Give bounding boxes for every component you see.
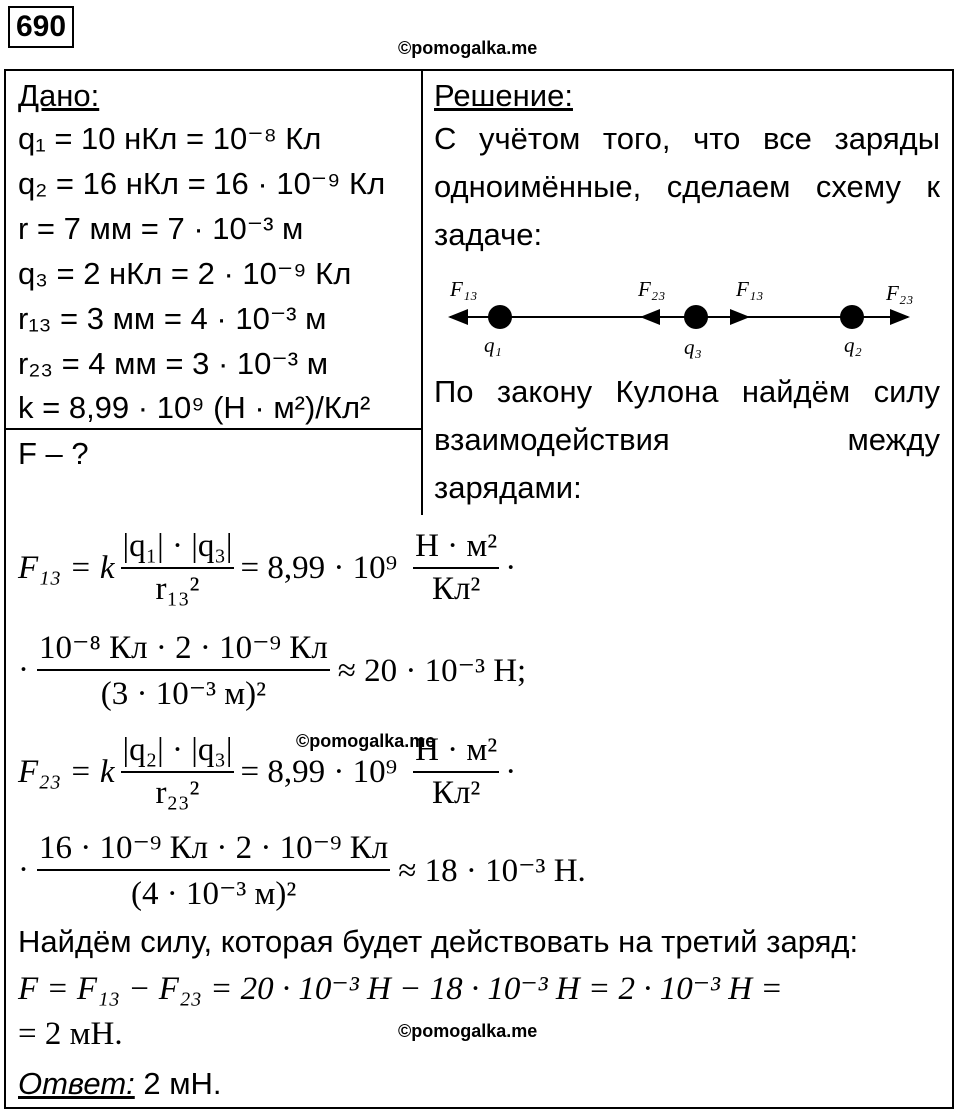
units-numerator: Н · м² <box>413 528 499 569</box>
formula-f13-calc <box>18 620 526 720</box>
frame-bottom-border <box>4 1107 954 1109</box>
q2-label: q₂ <box>844 333 862 357</box>
coulomb-line: По закону Кулона найдём силу <box>434 374 940 409</box>
find-label: F – ? <box>18 436 89 471</box>
f13-calc-numerator: 10⁻⁸ Кл · 2 · 10⁻⁹ Кл <box>37 627 330 671</box>
watermark-middle: ©pomogalka.me <box>296 731 436 751</box>
solution-intro-line: С учётом того, что все заряды <box>434 121 940 156</box>
charge-q1-dot <box>488 305 512 329</box>
given-line: q₂ = 16 нКл = 16 · 10⁻⁹ Кл <box>18 166 386 201</box>
frame-top-border <box>4 69 954 71</box>
find-divider <box>4 428 423 430</box>
charge-q3-dot <box>684 305 708 329</box>
f13-calc-denominator: (3 · 10⁻³ м)² <box>100 676 267 712</box>
f13-right-label: F₁₃ <box>736 277 764 301</box>
f23-lhs: F₂₃ = k <box>18 753 115 790</box>
f23-calc-denominator: (4 · 10⁻³ м)² <box>130 876 297 912</box>
coulomb-line: зарядами: <box>434 470 582 505</box>
frame-right-border <box>952 69 954 1109</box>
given-divider <box>421 69 423 515</box>
given-line: r₂₃ = 4 мм = 3 · 10⁻³ м <box>18 346 328 381</box>
multiply-dot: · <box>18 851 29 888</box>
given-heading: Дано: <box>18 78 100 113</box>
f23-denominator: r₂₃² <box>155 775 200 811</box>
f23-numerator: |q₂| · |q₃| <box>121 732 235 773</box>
given-line: q₃ = 2 нКл = 2 · 10⁻⁹ Кл <box>18 256 352 291</box>
multiply-dot: · <box>505 549 517 586</box>
answer-label: Ответ: <box>18 1066 135 1101</box>
f23-right-label: F₂₃ <box>886 281 914 305</box>
problem-number: 690 <box>8 6 74 48</box>
given-line: k = 8,99 · 10⁹ (Н · м²)/Кл² <box>18 390 371 425</box>
answer-value: 2 мН. <box>134 1066 222 1101</box>
watermark-bottom: ©pomogalka.me <box>398 1021 538 1041</box>
q3-label: q₃ <box>684 335 702 359</box>
answer-row <box>18 1066 222 1102</box>
formula-f13 <box>18 518 516 618</box>
q1-label: q₁ <box>484 333 502 357</box>
units-denominator: Кл² <box>431 775 481 811</box>
f23-left-label: F₂₃ <box>638 277 666 301</box>
solution-intro-line: одноимённые, сделаем схему к <box>434 169 940 204</box>
watermark-top: ©pomogalka.me <box>398 38 538 58</box>
given-line: r₁₃ = 3 мм = 4 · 10⁻³ м <box>18 301 327 336</box>
units-numerator: Н · м² <box>413 732 499 773</box>
third-charge-text: Найдём силу, которая будет действовать на третий заряд: <box>18 924 859 959</box>
f13-denominator: r₁₃² <box>155 571 200 607</box>
f13-left-label: F₁₃ <box>450 277 478 301</box>
f13-result: ≈ 20 · 10⁻³ Н; <box>337 653 527 689</box>
frame-left-border <box>4 69 6 1109</box>
solution-intro-line: задаче: <box>434 217 543 252</box>
solution-heading: Решение: <box>434 78 573 113</box>
f23-calc-numerator: 16 · 10⁻⁹ Кл · 2 · 10⁻⁹ Кл <box>37 827 390 871</box>
f13-lhs: F₁₃ = k <box>18 549 115 586</box>
charges-diagram <box>430 272 940 372</box>
total-force-line: F = F₁₃ − F₂₃ = 20 · 10⁻³ Н − 18 · 10⁻³ Н = 2 · 10⁻³ Н = <box>18 971 783 1007</box>
multiply-dot: · <box>505 753 517 790</box>
given-line: q₁ = 10 нКл = 10⁻⁸ Кл <box>18 121 322 156</box>
units-denominator: Кл² <box>431 571 481 607</box>
f23-result: ≈ 18 · 10⁻³ Н. <box>398 853 586 889</box>
total-force-line-2: = 2 мН. <box>18 1016 123 1052</box>
multiply-dot: · <box>18 651 29 688</box>
f23-constant: = 8,99 · 10⁹ <box>240 753 398 790</box>
f13-numerator: |q₁| · |q₃| <box>121 528 235 569</box>
formula-f23-calc <box>18 820 586 920</box>
formula-f23 <box>18 722 516 822</box>
given-line: r = 7 мм = 7 · 10⁻³ м <box>18 211 304 246</box>
f13-constant: = 8,99 · 10⁹ <box>240 549 398 586</box>
coulomb-line: взаимодействия между <box>434 422 940 457</box>
charge-q2-dot <box>840 305 864 329</box>
